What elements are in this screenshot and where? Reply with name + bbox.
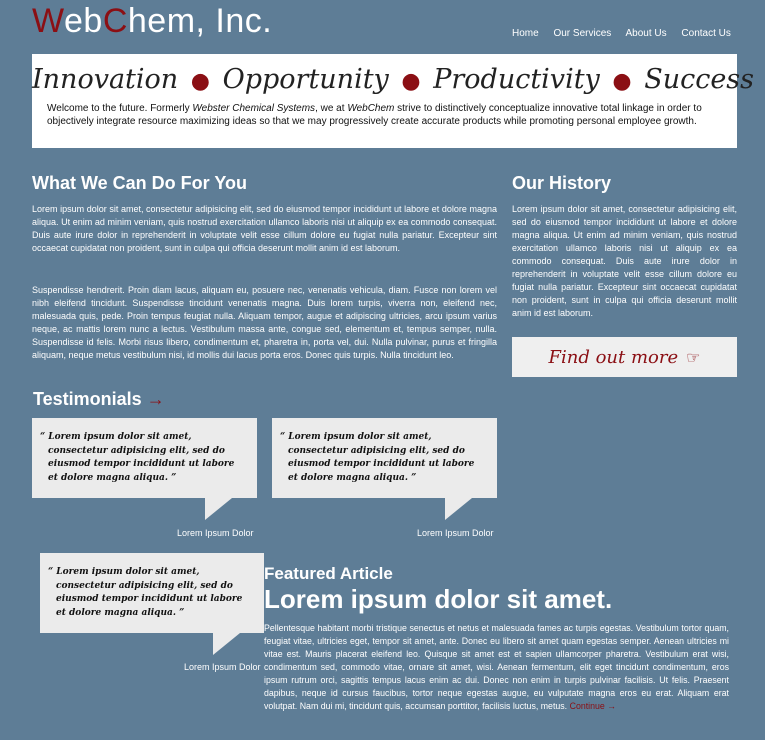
- bubble-tail: [445, 498, 472, 520]
- find-out-more-label: Find out more: [548, 346, 679, 368]
- logo-eb: eb: [63, 2, 103, 40]
- featured-text: [264, 622, 729, 713]
- tagline-word: Innovation: [32, 64, 179, 95]
- logo-c: C: [102, 2, 128, 40]
- history-heading: Our History: [512, 173, 612, 193]
- company-name: WebChem: [347, 103, 395, 114]
- testimonial-bubble: [272, 418, 497, 498]
- testimonials-heading: [33, 389, 165, 410]
- featured-body: Pellentesque habitant morbi tristique senectus et netus et malesuada fames ac turpis egestas. Vestibulum tortor quam, feugiat vitae, ultricies eget, tempor sit amet, ante. Donec eu libero sit amet quam egestas semper. Aenean ultricies mi vitae est. Mauris placerat eleifend leo. Quisque sit amet est et sapien ullamcorper pharetra. Vestibulum erat wisi, condimentum sed, commodo vitae, ornare sit amet, wisi. Aenean fermentum, elit eget tincidunt condimentum, eros ipsum rutrum orci, sagittis tempus lacus enim ac dui. Donec non enim in turpis pulvinar facilisis. Ut felis. Praesent dapibus, neque id cursus faucibus, tortor neque egestas augue, eu vulputate magna eros eu erat. Aliquam erat volutpat. Nam dui mi, tincidunt quis, accumsan porttitor, facilisis luctus, metus.: [264, 623, 729, 711]
- testimonial-author: Lorem Ipsum Dolor: [417, 528, 494, 538]
- tagline-word: Productivity: [433, 64, 600, 95]
- history-text: Lorem ipsum dolor sit amet, consectetur adipisicing elit, sed do eiusmod tempor incididunt ut labore et dolore magna aliqua. Ut enim ad minim veniam, quis nostrud exercitation ullamco laboris nisi ut aliquip ex ea commodo consequat. Duis aute irure dolor in reprehenderit in voluptate velit esse cillum dolore eu fugiat nulla pariatur. Excepteur sint occaecat cupidatat non proident, sunt in culpa qui officia deserunt mollit anim id est laborum.: [512, 204, 737, 318]
- featured-headline: Lorem ipsum dolor sit amet.: [264, 584, 613, 614]
- right-arrow-icon: →: [146, 389, 165, 409]
- testimonial-bubble: [40, 553, 264, 633]
- services-paragraph-2: Suspendisse hendrerit. Proin diam lacus, aliquam eu, posuere nec, venenatis vehicula, diam. Fusce non lorem vel nibh eleifend tincidunt. Suspendisse tincidunt venenatis magna. Duis lorem turpis, viverra non, eleifend nec, malesuada quis, pede. Proin tempus feugiat nulla. Aliquam tempor, augue et adipiscing ultricies, arcu ipsum varius neque, ac mattis lorem nunc a lectus. Vestibulum massa ante, congue sed, elementum et, tempus semper, nulla. Suspendisse id felis. Morbi risus libero, condimentum et, pharetra in, porta vel, dui. Nulla pulvinar, purus et fringilla aliquam, neque metus vestibulum nisi, id mollis dui lacus porta eros. Donec quis turpis. Nulla tincidunt leo.: [32, 285, 497, 360]
- testimonial-quote: “ Lorem ipsum dolor sit amet, consectetur adipisicing elit, sed do eiusmod tempor incididunt ut labore et dolore magna aliqua. ”: [280, 432, 475, 483]
- welcome-text-part: , we at: [315, 103, 348, 114]
- testimonial-quote: “ Lorem ipsum dolor sit amet, consectetur adipisicing elit, sed do eiusmod tempor incididunt ut labore et dolore magna aliqua. ”: [40, 432, 235, 483]
- testimonial-quote: “ Lorem ipsum dolor sit amet, consectetur adipisicing elit, sed do eiusmod tempor incididunt ut labore et dolore magna aliqua. ”: [48, 567, 243, 618]
- welcome-text-part: Welcome to the future. Formerly: [47, 103, 193, 114]
- bullet-icon: ●: [612, 69, 632, 94]
- bubble-tail: [213, 633, 240, 655]
- tagline-word: Success: [644, 64, 755, 95]
- welcome-text-part: strive to distinctively conceptualize innovative total linkage in order to objectively integrate resource maximizing ideas so that we may progressively create accurate products while promoting personal employee growth.: [47, 103, 702, 127]
- find-out-more-button[interactable]: [512, 337, 737, 377]
- testimonial-author: Lorem Ipsum Dolor: [184, 662, 261, 672]
- former-company-name: Webster Chemical Systems: [192, 103, 316, 114]
- services-heading: What We Can Do For You: [32, 173, 247, 193]
- logo-rest: hem, Inc.: [127, 2, 273, 40]
- featured-label: Featured Article: [264, 564, 393, 583]
- services-paragraph-1: Lorem ipsum dolor sit amet, consectetur adipisicing elit, sed do eiusmod tempor incididunt ut labore et dolore magna aliqua. Ut enim ad minim veniam, quis nostrud exercitation ullamco laboris nisi ut aliquip ex ea commodo consequat. Duis aute irure dolor in reprehenderit in voluptate velit esse cillum dolore eu fugiat nulla pariatur. Excepteur sint occaecat cupidatat non proident, sunt in culpa qui officia deserunt mollit anim id est laborum.: [32, 204, 497, 253]
- pointing-hand-icon: ☞: [686, 347, 701, 367]
- tagline-word: Opportunity: [222, 64, 389, 95]
- tagline: [32, 64, 755, 95]
- bullet-icon: ●: [401, 69, 421, 94]
- bullet-icon: ●: [190, 69, 210, 94]
- nav-home-link[interactable]: Home: [512, 28, 539, 39]
- site-logo[interactable]: [32, 2, 272, 41]
- nav-contact-link[interactable]: Contact Us: [681, 28, 731, 39]
- continue-link[interactable]: Continue →: [569, 701, 617, 711]
- nav-about-link[interactable]: About Us: [625, 28, 667, 39]
- bubble-tail: [205, 498, 232, 520]
- testimonial-bubble: [32, 418, 257, 498]
- nav-services-link[interactable]: Our Services: [553, 28, 612, 39]
- welcome-banner: [32, 54, 755, 148]
- testimonials-title: Testimonials: [33, 389, 142, 409]
- welcome-text: [47, 102, 727, 128]
- testimonial-author: Lorem Ipsum Dolor: [177, 528, 254, 538]
- logo-w: W: [32, 2, 64, 40]
- main-nav: [512, 28, 743, 39]
